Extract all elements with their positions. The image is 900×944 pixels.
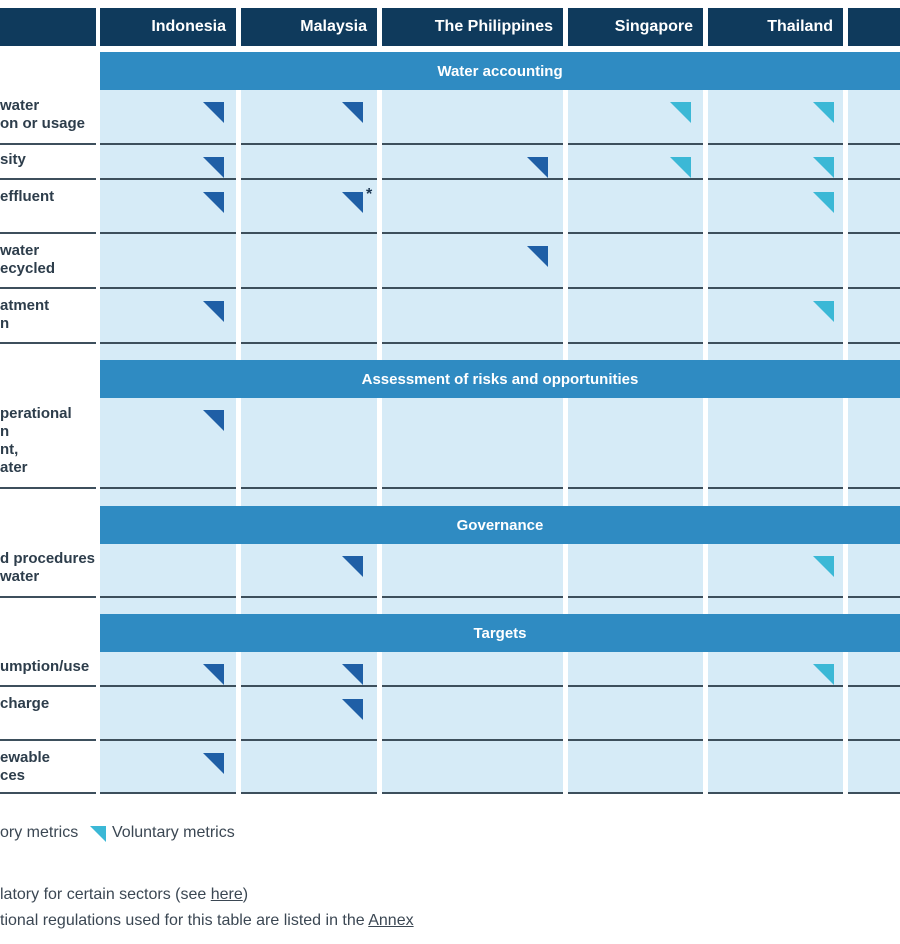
legend-mandatory-label: ory metrics <box>0 824 79 841</box>
voluntary-marker-icon <box>670 157 691 178</box>
table-cell <box>848 234 900 289</box>
mandatory-marker-icon <box>342 699 363 720</box>
row-divider <box>382 792 563 794</box>
row-divider <box>241 792 377 794</box>
mandatory-marker-icon <box>342 192 363 213</box>
row-divider <box>0 178 96 180</box>
section-gap <box>708 598 843 614</box>
section-gap <box>100 489 236 506</box>
row-label: effluent <box>0 188 55 205</box>
table-cell <box>708 687 843 741</box>
section-band-governance: Governance <box>100 506 900 544</box>
table-cell <box>708 398 843 489</box>
table-cell <box>382 289 563 344</box>
table-cell <box>382 90 563 145</box>
legend-voluntary-marker-icon <box>90 826 106 842</box>
section-gap <box>241 598 377 614</box>
table-cell <box>848 180 900 234</box>
table-cell <box>848 145 900 180</box>
table-cell <box>241 145 377 180</box>
section-gap <box>568 489 703 506</box>
row-label: charge <box>0 695 50 712</box>
mandatory-marker-icon <box>203 102 224 123</box>
column-header-malaysia: Malaysia <box>241 8 377 46</box>
row-divider <box>0 487 96 489</box>
row-divider <box>0 342 96 344</box>
table-cell <box>568 180 703 234</box>
row-label: atment n <box>0 297 50 332</box>
table-cell <box>382 544 563 598</box>
section-gap <box>382 489 563 506</box>
table-cell <box>568 652 703 687</box>
row-divider <box>568 792 703 794</box>
section-gap <box>848 344 900 360</box>
table-cell <box>848 652 900 687</box>
row-label: water on or usage <box>0 97 86 132</box>
table-cell <box>382 652 563 687</box>
column-header-indonesia: Indonesia <box>100 8 236 46</box>
table-cell <box>382 687 563 741</box>
row-label: d procedures water <box>0 550 96 585</box>
column-header-singapore: Singapore <box>568 8 703 46</box>
mandatory-marker-icon <box>203 301 224 322</box>
mandatory-marker-icon <box>203 753 224 774</box>
here-link[interactable]: here <box>210 886 243 903</box>
mandatory-marker-icon <box>203 410 224 431</box>
mandatory-marker-icon <box>203 157 224 178</box>
section-gap <box>848 489 900 506</box>
section-band-water-accounting: Water accounting <box>100 52 900 90</box>
row-divider <box>0 232 96 234</box>
section-gap <box>568 598 703 614</box>
voluntary-marker-icon <box>813 301 834 322</box>
section-gap <box>100 598 236 614</box>
row-label: water ecycled <box>0 242 56 277</box>
table-cell <box>568 398 703 489</box>
mandatory-marker-icon <box>527 246 548 267</box>
section-band-risks: Assessment of risks and opportunities <box>100 360 900 398</box>
table-cell <box>100 234 236 289</box>
mandatory-marker-icon <box>342 664 363 685</box>
row-divider <box>0 143 96 145</box>
voluntary-marker-icon <box>813 157 834 178</box>
column-header-partial <box>848 8 900 46</box>
table-cell <box>708 234 843 289</box>
section-gap <box>708 489 843 506</box>
annex-link[interactable]: Annex <box>368 912 414 929</box>
row-divider <box>0 287 96 289</box>
table-cell <box>100 687 236 741</box>
section-gap <box>568 344 703 360</box>
row-divider <box>848 792 900 794</box>
column-header-philippines: The Philippines <box>382 8 563 46</box>
row-divider <box>0 792 96 794</box>
mandatory-marker-icon <box>342 556 363 577</box>
asterisk-note: * <box>366 186 373 203</box>
table-cell <box>382 180 563 234</box>
row-label: ewable ces <box>0 749 51 784</box>
table-cell <box>848 398 900 489</box>
mandatory-marker-icon <box>203 192 224 213</box>
row-divider <box>708 792 843 794</box>
mandatory-marker-icon <box>342 102 363 123</box>
table-cell <box>848 544 900 598</box>
voluntary-marker-icon <box>813 192 834 213</box>
voluntary-marker-icon <box>670 102 691 123</box>
row-label: umption/use <box>0 658 90 675</box>
legend-voluntary-label: Voluntary metrics <box>112 824 235 841</box>
section-gap <box>382 598 563 614</box>
row-divider <box>0 739 96 741</box>
section-gap <box>241 344 377 360</box>
table-cell <box>848 90 900 145</box>
column-header-thailand: Thailand <box>708 8 843 46</box>
row-divider <box>100 792 236 794</box>
table-cell <box>382 741 563 794</box>
mandatory-marker-icon <box>527 157 548 178</box>
header-blank <box>0 8 96 46</box>
voluntary-marker-icon <box>813 556 834 577</box>
table-cell <box>708 741 843 794</box>
section-gap <box>848 598 900 614</box>
table-cell <box>241 741 377 794</box>
table-cell <box>382 398 563 489</box>
section-gap <box>382 344 563 360</box>
section-gap <box>100 344 236 360</box>
row-divider <box>0 685 96 687</box>
table-cell <box>241 234 377 289</box>
table-cell <box>100 544 236 598</box>
table-cell <box>568 544 703 598</box>
row-label: perational n nt, ater <box>0 405 72 476</box>
table-cell <box>568 687 703 741</box>
voluntary-marker-icon <box>813 102 834 123</box>
section-gap <box>708 344 843 360</box>
table-cell <box>241 289 377 344</box>
mandatory-marker-icon <box>203 664 224 685</box>
table-cell <box>568 234 703 289</box>
section-gap <box>241 489 377 506</box>
table-cell <box>568 741 703 794</box>
table-cell <box>241 398 377 489</box>
footnote-sectors: latory for certain sectors (see here) <box>0 886 249 903</box>
table-cell <box>848 741 900 794</box>
section-band-targets: Targets <box>100 614 900 652</box>
row-label: sity <box>0 151 26 168</box>
voluntary-marker-icon <box>813 664 834 685</box>
footnote-annex: tional regulations used for this table are listed in the Annex <box>0 912 414 929</box>
row-divider <box>0 596 96 598</box>
table-cell <box>848 687 900 741</box>
table-cell <box>848 289 900 344</box>
table-cell <box>568 289 703 344</box>
